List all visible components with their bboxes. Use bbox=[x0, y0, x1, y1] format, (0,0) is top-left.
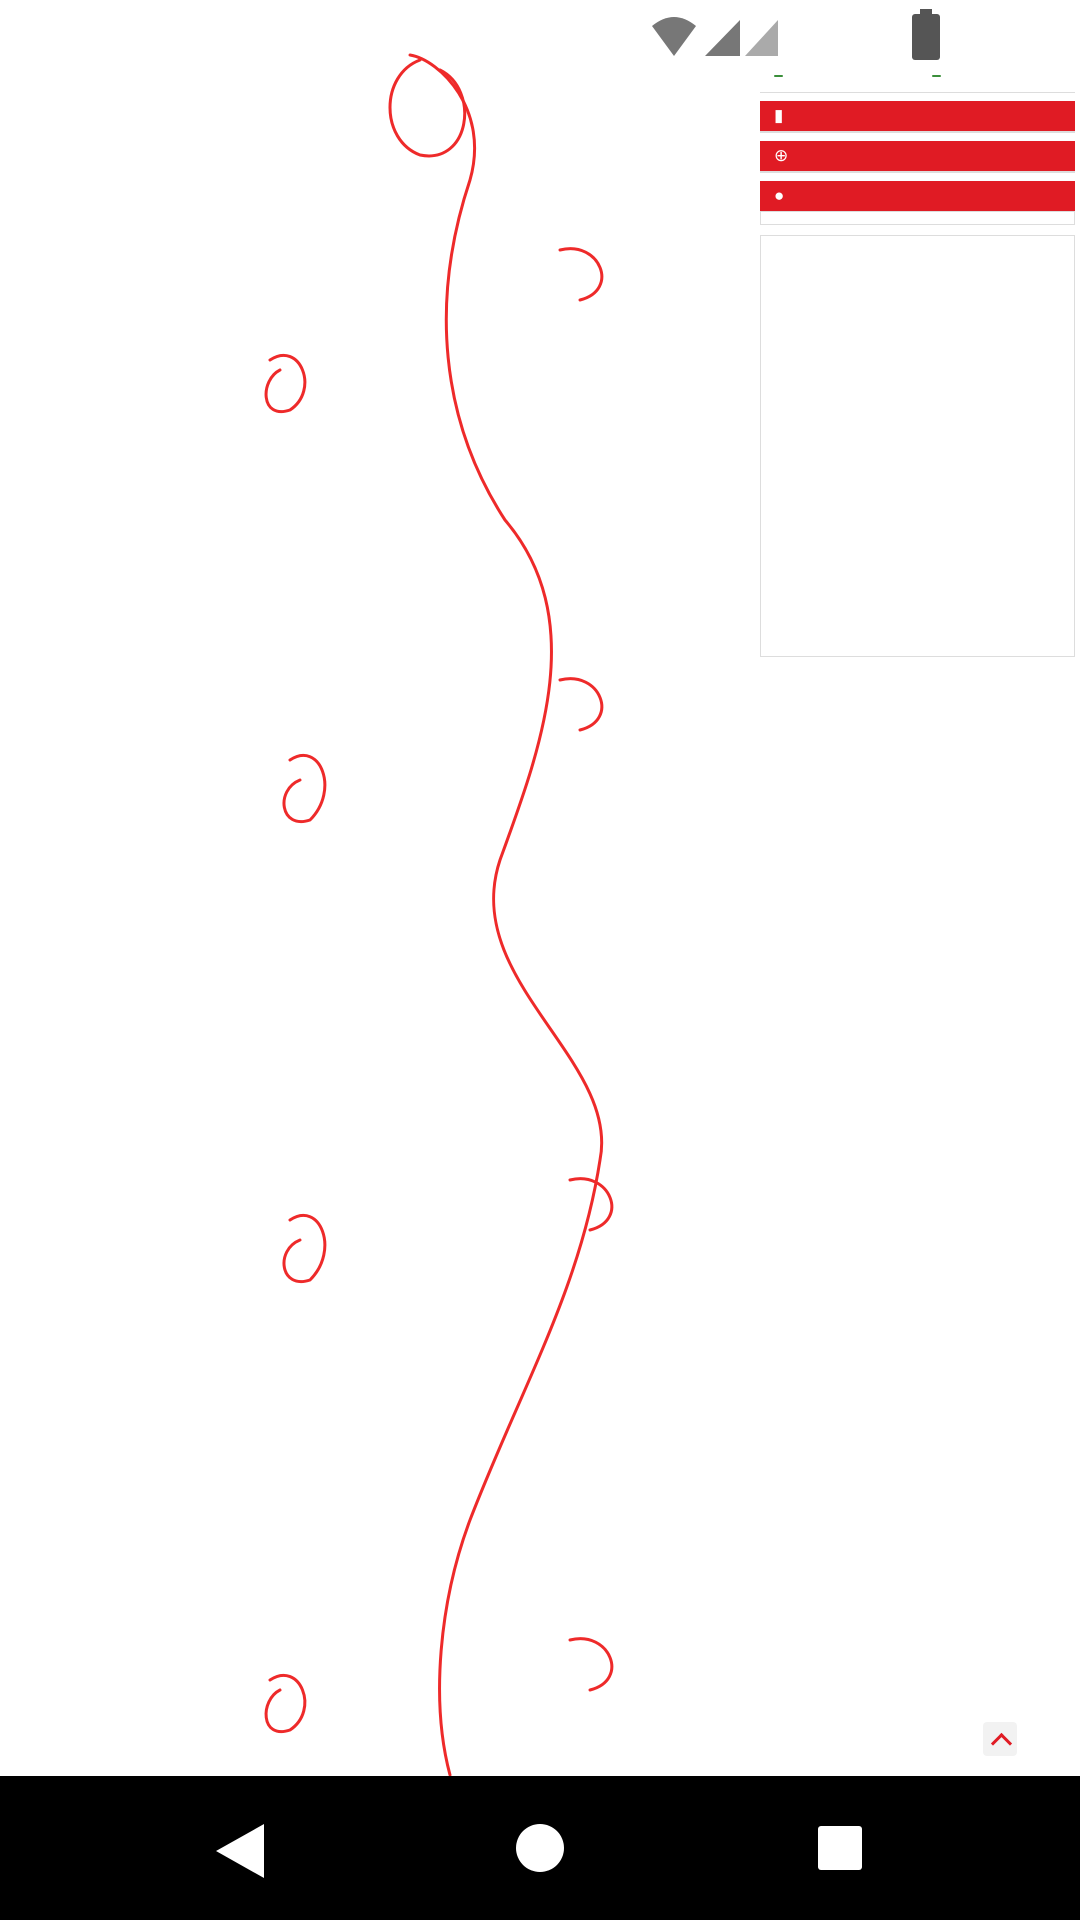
link-theo-dac-biet[interactable] bbox=[760, 64, 918, 92]
sidebar bbox=[760, 64, 1075, 657]
home-icon[interactable] bbox=[516, 1824, 564, 1872]
stats-header: ▮ bbox=[760, 101, 1075, 131]
back-icon[interactable] bbox=[216, 1824, 264, 1878]
results-list bbox=[10, 74, 745, 1776]
sidebar-top-links bbox=[760, 64, 1075, 93]
link-theo-loto[interactable] bbox=[918, 64, 1076, 92]
recent-apps-icon[interactable] bbox=[818, 1826, 862, 1870]
soi-cau-links bbox=[760, 171, 1075, 173]
scroll-to-top-button[interactable] bbox=[983, 1722, 1017, 1756]
navigation-bar bbox=[0, 1776, 1080, 1920]
topic-list bbox=[760, 211, 1075, 225]
stats-links bbox=[760, 131, 1075, 133]
tweet-title bbox=[761, 236, 1074, 252]
signal-icons bbox=[650, 14, 780, 58]
soi-cau-header: ⊕ bbox=[760, 141, 1075, 171]
status-bar bbox=[0, 0, 1080, 72]
tweet-widget bbox=[760, 235, 1075, 657]
battery-icon bbox=[912, 14, 940, 60]
topics-header: ● bbox=[760, 181, 1075, 211]
